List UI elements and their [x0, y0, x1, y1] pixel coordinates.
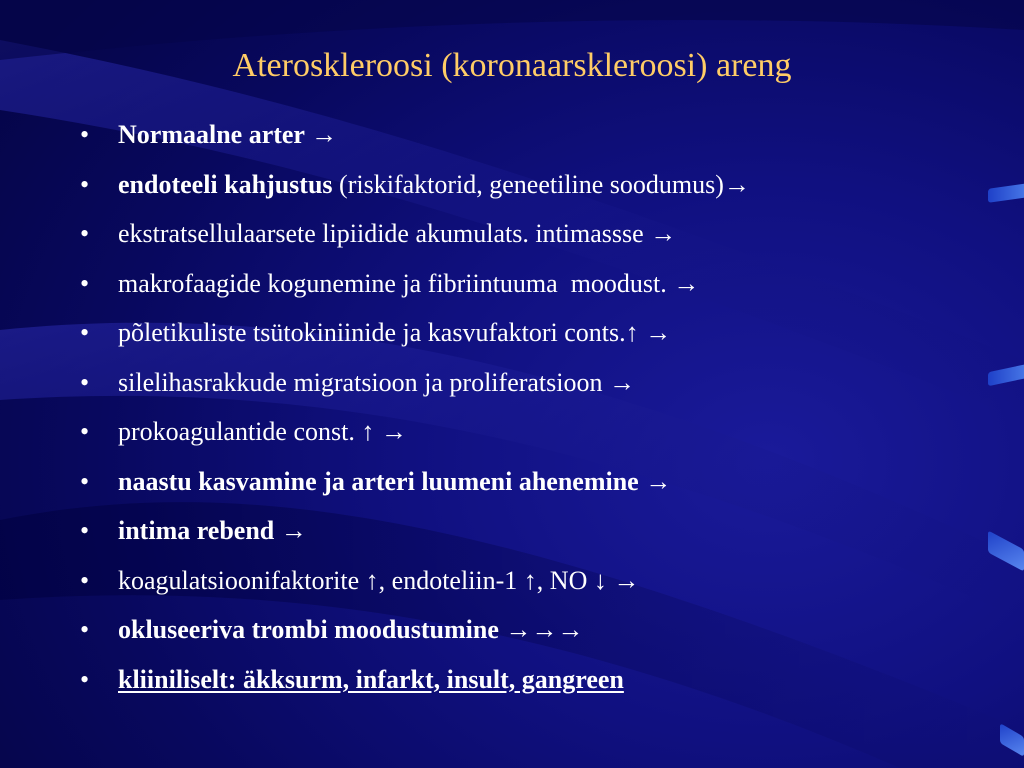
list-item	[76, 465, 926, 499]
bullet-dot: •	[80, 318, 90, 347]
bullet-dot: •	[80, 516, 90, 545]
bullet-dot: •	[80, 367, 90, 397]
list-item	[76, 366, 926, 400]
bullet-dot: •	[80, 219, 90, 248]
item-text: ekstratsellulaarsete lipiidide akumulats. intimassse →	[118, 219, 677, 248]
bullet-dot: •	[80, 268, 90, 298]
item-text: koagulatsioonifaktorite ↑, endoteliin-1 ↑, NO ↓ →	[118, 565, 640, 595]
item-text: (riskifaktorid, geneetiline soodumus)→	[332, 169, 750, 199]
slide-title: Ateroskleroosi (koronaarskleroosi) areng	[232, 47, 792, 84]
item-bold-text: Normaalne arter →	[118, 120, 338, 149]
bullet-dot: •	[80, 417, 90, 446]
item-text: prokoagulantide const. ↑ →	[118, 417, 407, 446]
list-item	[76, 316, 926, 350]
list-item	[76, 663, 926, 697]
item-underlined-bold-text: kliiniliselt: äkksurm, infarkt, insult, gangreen	[118, 664, 624, 694]
item-text: põletikuliste tsütokiniinide ja kasvufaktori conts.↑ →	[118, 318, 672, 347]
item-bold-text: okluseeriva trombi moodustumine →→→	[118, 615, 584, 644]
list-item	[76, 564, 926, 598]
item-bold-text: endoteeli kahjustus	[118, 169, 333, 199]
bullet-dot: •	[80, 664, 90, 694]
list-item	[76, 415, 926, 449]
list-item	[76, 613, 926, 647]
list-item	[76, 267, 926, 301]
item-text: makrofaagide kogunemine ja fibriintuuma moodust. →	[118, 268, 700, 298]
list-item	[76, 217, 926, 251]
item-bold-text: naastu kasvamine ja arteri luumeni ahenemine →	[118, 466, 672, 496]
bullet-dot: •	[80, 466, 90, 496]
bullet-dot: •	[80, 615, 90, 644]
item-text: silelihasrakkude migratsioon ja proliferatsioon →	[118, 367, 635, 397]
bullet-dot: •	[80, 120, 90, 149]
bullet-list	[76, 118, 926, 712]
list-item	[76, 118, 926, 152]
list-item	[76, 168, 926, 202]
bullet-dot: •	[80, 169, 90, 199]
item-bold-text: intima rebend →	[118, 516, 307, 545]
list-item	[76, 514, 926, 548]
bullet-dot: •	[80, 565, 90, 595]
